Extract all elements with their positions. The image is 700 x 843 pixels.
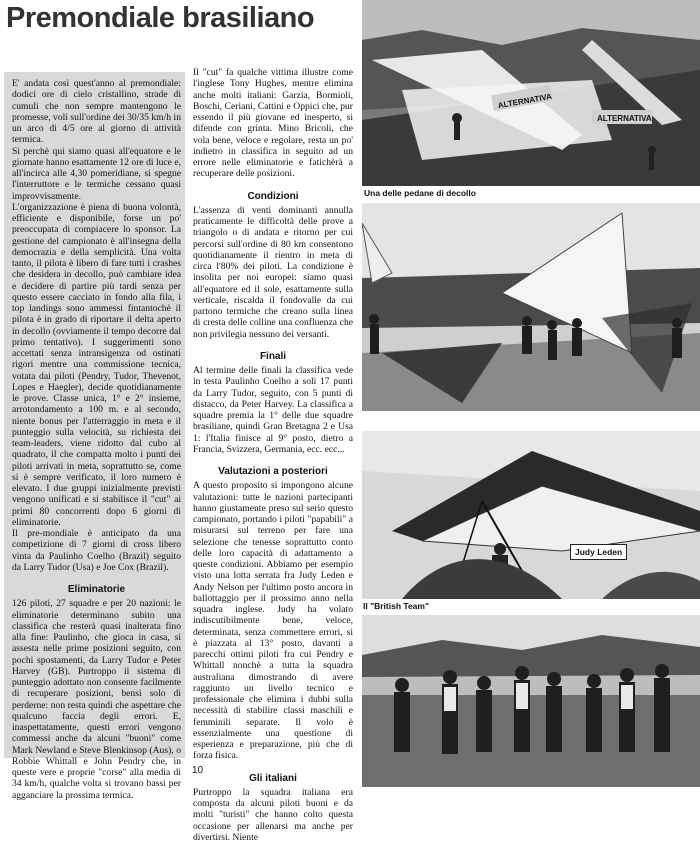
banner-label: ALTERNATIVA [497,91,553,111]
paragraph: L'assenza di venti dominanti annulla praticamente le difficoltà delle prove a triangolo o di andata e ritorno per cui percorsi sull'ordine di 80 km consentono quotidianamente il rientro in meta di circa l'80% dei piloti. La condizione è insolita per noi europei: siamo quasi all'equatore ed il sole, esattamente sulla verticale, riscalda il fondovalle da cui partono termiche che creano sulla linea di cresta delle colline una confluenza che non privilegia nessuno dei versanti. [193,204,353,340]
photo-launch-ramp [362,0,700,186]
text-column [193,67,353,843]
paragraph: Il "cut" fa qualche vittima illustre come l'inglese Tony Hughes, mentre elimina anche molti italiani: Garzia, Bormioli, Boschi, Ceriani, Cattini e Oppici che, pur essendo il più giovane ed inesperto, si difende con grinta. Mino Bricoli, che vola bene, veloce e regolare, resta un po' indietro in classifica in seguito ad un errore nelle eliminatorie e fatichèrà a recuperare delle posizioni. [193,67,353,180]
section-heading: Condizioni [247,190,299,202]
photo-tag: Judy Leden [570,544,627,560]
paragraph: Il pre-mondiale è anticipato da una competizione di 7 giorni di cross libero vinta da Paulinho Coelho (Brazil) seguito da Larry Tudor (Usa) e Joe Cox (Brazil). [12,528,181,573]
paragraph: Al termine delle finali la classifica vede in testa Paulinho Coelho a soli 17 punti da Larry Tudor, seguito, con 5 punti di distacco, da Peter Harvey. La classifica a squadre premia la 1° delle due squadre brasiliane, quindi Gran Bretagna 2 e Usa 1: l'Italia finisce al 9° posto, dietro a Francia, Svizzera, Germania, ecc. ecc... [193,365,353,455]
photo-british-team [362,615,700,787]
intro-column [4,72,185,801]
paragraph: L'organizzazione è piena di buona volontà, efficiente e disponibile, forse un po' preoccupata di compiacere lo sponsor. La gestione del campionato è all'insegna della democrazia e della semplicità. Una volta tanto, il pilota è libero di fare tutti i crashes che desidera in decollo, può cambiare idea e decidere di partire più tardi senza per questo essere cacciato in fondo alla fila, i top landings sono ammessi fintantochè il pilota è in grado di riportare il delta aperto in decollo (ovviamente il tempo decorre dal primo tentativo). I suggerimenti sono accettati senza intransigenza od ostinati rigori mentre una commissione tecnica, votata dai piloti (Pendry, Tudor, Thevenot, Lopes e Haegler), decide quotidianamente le prove. Classe unica, 1° e 2° insieme, arrotondamento a 100 m. e al secondo, niente bonus per l'atterraggio in meta e il punteggio sulla velocità, su richiesta dei team-leaders, viene ridotto dal cubo al quadrato, il che compatta molto i punti dei piloti arrivati in meta, soprattutto se, come si è sempre verificato, il loro numero è elevato. I due gruppi inizialmente previsti vengono unificati e si stabilisce il "cut" ai primi 80 concorrenti dopo 6 giorni di eliminatorie. [12,201,181,528]
photo-judy-leden [362,431,700,599]
banner-label: ALTERNATIVA [597,114,652,123]
paragraph: Si perchè qui siamo quasi all'equatore e le giornate hanno esattamente 12 ore di luce e, all'incirca alle 4,30 pomeridiane, si spegne l'interruttore e le termiche cessano quasi improvvisamente. [12,145,181,202]
section-heading: Eliminatorie [67,584,126,595]
photo-gliders-field [362,203,700,411]
paragraph: Purtroppo la squadra italiana era composta da alcuni piloti buoni e da molti "turisti" che hanno colto questa occasione per allenarsi ma anche per divertirsi. Niente [193,786,353,843]
paragraph: A questo proposito si impongono alcune valutazioni: tutte le nazioni partecipanti hanno giustamente preso sul serio questo campionato, portando i piloti "papabili" a misurarsi sul terreno per fare una selezione che tenesse soprattutto conto delle loro capacità di adattamento a queste condizioni. Abbiamo per esempio visto una lotta serrata fra Judy Leden e Andy Nelson per l'ultimo posto ancora in ballottaggio per il prossimo anno nella squadra inglese. Judy ha volato indiscutibilmente bene, veloce, determinata, senza commettere errori, si è piazzata al 13° posto, davanti a parecchi ottimi piloti fra cui Pendry e Whittall nonchè a tutta la squadra australiana dimostrando di avere raggiunto un livello tecnico e professionale che elimina i dubbi sulla necessità di stabilire classi maschili e femminili separate. Il volo è essenzialmente una questione di esperienza e preparazione, più che di forza fisica. [193,480,353,762]
section-heading: Valutazioni a posteriori [218,466,328,477]
paragraph: E' andata così quest'anno al premondiale: dodici ore di cielo cristallino, strade di cumuli che non sempre mantengono le promesse, voli sull'ordine dei 30/35 km/h in un arco di 4/5 ore al giorno di attività termica. [12,78,181,146]
section-heading: Gli italiani [249,772,297,784]
section-heading: Finali [259,350,287,362]
photo-caption: Il "British Team" [363,601,429,611]
paragraph: 126 piloti, 27 squadre e per 20 nazioni: le eliminatorie determinano subito una classifica che resterà quasi inalterata fino alla fine: Paulinho, che gioca in casa, si assesta nelle prime posizioni seguito, con pochi spostamenti, da Larry Tudor e Peter Harvey (GB). Purtroppo il sistema di punteggio adottato non consente facilmente di recuperare posizioni, bensì solo di perderne: non resta quindi che aspettare che qualcuno faccia degli errori. E, inaspettatamente, questi errori vengono commessi anche da alcuni "buoni" come Mark Newland e Steve Blenkinsop (Aus), o Robbie Whittall e John Pendry che, in queste vere e proprie "corse" alla media di 34 km/h, qualche volta si trovano bassi per agganciare la prossima termica. [12,598,181,801]
page-title: Premondiale brasiliano [6,2,315,34]
page-number: 10 [192,765,204,776]
photo-caption: Una delle pedane di decollo [364,188,476,198]
